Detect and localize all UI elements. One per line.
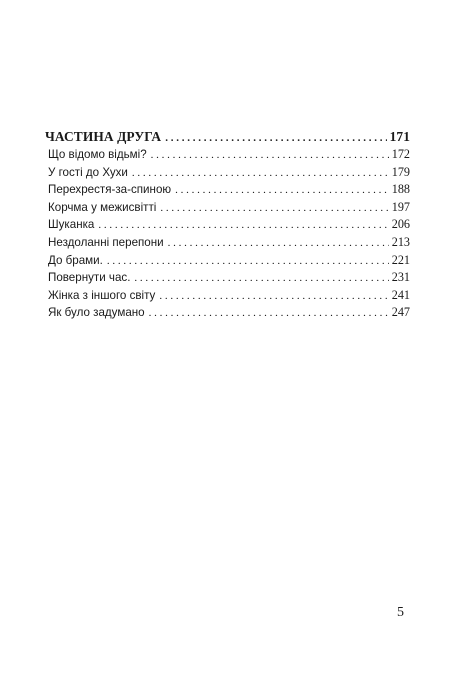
toc-entry[interactable] bbox=[45, 199, 410, 217]
dot-leader bbox=[159, 288, 388, 306]
dot-leader bbox=[98, 217, 388, 235]
chapter-page-number: 188 bbox=[391, 182, 410, 197]
toc-part-heading[interactable] bbox=[45, 127, 410, 146]
chapter-title: Перехрестя-за-спиною bbox=[48, 183, 172, 197]
toc-entry[interactable] bbox=[45, 181, 410, 199]
dot-leader bbox=[160, 200, 388, 218]
chapter-page-number: 213 bbox=[391, 234, 410, 249]
toc-entry[interactable] bbox=[45, 304, 410, 322]
dot-leader bbox=[149, 305, 389, 323]
toc-entry[interactable] bbox=[45, 252, 410, 270]
part-page-number: 171 bbox=[389, 129, 410, 144]
chapter-title: Нездоланні перепони bbox=[48, 235, 164, 249]
chapter-title: Повернути час. bbox=[48, 271, 131, 285]
toc-entry[interactable] bbox=[45, 234, 410, 252]
chapter-page-number: 206 bbox=[391, 217, 410, 232]
dot-leader bbox=[132, 165, 389, 183]
chapter-title: У гості до Хухи bbox=[48, 165, 128, 179]
table-of-contents bbox=[45, 127, 410, 322]
part-title: ЧАСТИНА ДРУГА bbox=[45, 129, 162, 144]
chapter-page-number: 179 bbox=[391, 164, 410, 179]
chapter-title: Жінка з іншого світу bbox=[48, 288, 156, 302]
toc-entry[interactable] bbox=[45, 164, 410, 182]
toc-entry[interactable] bbox=[45, 146, 410, 164]
dot-leader bbox=[175, 182, 389, 200]
chapter-page-number: 231 bbox=[391, 270, 410, 285]
chapter-page-number: 247 bbox=[391, 305, 410, 320]
chapter-title: Шуканка bbox=[48, 218, 95, 232]
chapter-title: Корчма у межисвітті bbox=[48, 200, 157, 214]
chapter-title: Як було задумано bbox=[48, 306, 145, 320]
chapter-title: Що відомо відьмі? bbox=[48, 148, 147, 161]
toc-entry[interactable] bbox=[45, 216, 410, 234]
dot-leader bbox=[134, 270, 388, 288]
dot-leader bbox=[168, 235, 389, 253]
toc-entry[interactable] bbox=[45, 269, 410, 287]
chapter-page-number: 241 bbox=[391, 287, 410, 302]
dot-leader bbox=[151, 147, 389, 165]
chapter-page-number: 221 bbox=[391, 252, 410, 267]
page-number: 5 bbox=[397, 605, 404, 620]
dot-leader bbox=[165, 129, 386, 148]
chapter-title: До брами. bbox=[48, 253, 103, 267]
chapter-page-number: 172 bbox=[391, 147, 410, 161]
toc-entry[interactable] bbox=[45, 287, 410, 305]
dot-leader bbox=[107, 253, 389, 271]
chapter-page-number: 197 bbox=[391, 199, 410, 214]
